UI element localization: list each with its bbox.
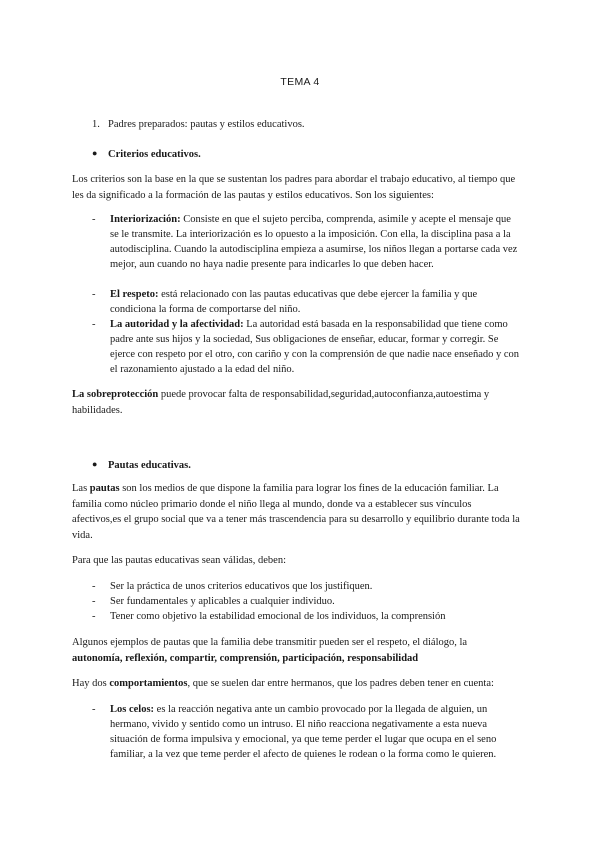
valid-item (92, 594, 520, 609)
item-text: Padres preparados: pautas y estilos educativos. (108, 119, 305, 130)
page-title: TEMA 4 (280, 76, 320, 88)
criterio-text: Consiste en que el sujeto perciba, comprenda, asimile y acepte el mensaje que se le transmite. La interiorización es lo opuesto a la imposición. Con ella, la disciplina pasa a la autodisciplina. Cuando la autodisciplina empieza a asumirse, los niños llegan a portarse cada vez mejor, aun cuando no haya nadie presente para indicarles lo que deben hacer. (110, 214, 518, 270)
valid-item (92, 579, 520, 594)
valid-intro: Para que las pautas educativas sean válidas, deben: (72, 555, 287, 566)
dash-bullet: - (92, 319, 96, 330)
pautas-intro-post: son los medios de que dispone la familia para lograr los fines de la educación familiar. La familia como núcleo primario donde el niño llega al mundo, donde va a establecer sus vínculos afectivos,es el grupo social que va a tener más trascendencia para su desarrollo y equilibrio durante toda la vida. (72, 483, 520, 541)
valid-item-text: Tener como objetivo la estabilidad emocional de los individuos, la comprensión (110, 611, 446, 622)
behaviors-post: , que se suelen dar entre hermanos, que los padres deben tener en cuenta: (187, 678, 494, 689)
section-heading-text: Pautas educativas. (108, 460, 191, 471)
sobreproteccion-text: puede provocar falta de responsabilidad,seguridad,autoconfianza,autoestima y habilidades. (72, 389, 490, 416)
examples-paragraph (72, 635, 522, 666)
behavior-text: es la reacción negativa ante un cambio provocado por la llegada de alguien, un hermano, vivido y sentido como un intruso. El niño reacciona negativamente a esta nueva situación de forma impulsiva y emocional, ya que teme perder el lugar que ocupa en el seno familiar, a la vez que teme perder el afecto de quienes le rodean o la forma como le quieren. (110, 704, 497, 760)
sobreproteccion-paragraph (72, 387, 522, 418)
bullet-icon: ● (92, 148, 98, 158)
criterio-term: Interiorización: (110, 214, 181, 225)
pautas-intro (72, 481, 522, 543)
behaviors-term: comportamientos (109, 678, 188, 689)
behaviors-paragraph (72, 676, 522, 692)
valid-item-text: Ser fundamentales y aplicables a cualquier individuo. (110, 596, 335, 607)
item-number: 1. (92, 119, 100, 130)
criterios-intro: Los criterios son la base en la que se sustentan los padres para abordar el trabajo educativo, al tiempo que les da significado a la formación de las pautas y estilos educativos. Son los siguientes: (72, 174, 516, 201)
dash-bullet: - (92, 704, 96, 715)
sobreproteccion-term: La sobreprotección (72, 389, 159, 400)
dash-bullet: - (92, 289, 96, 300)
criterio-item (92, 317, 520, 377)
pautas-term: pautas (89, 483, 120, 494)
dash-bullet: - (92, 214, 96, 225)
criterio-item (92, 212, 520, 272)
examples-text: Algunos ejemplos de pautas que la familia debe transmitir pueden ser el respeto, el diálogo, la (72, 637, 468, 648)
criterio-text: está relacionado con las pautas educativas que debe ejercer la familia y que condiciona la forma de comportarse del niño. (110, 289, 478, 315)
criterio-item (92, 287, 520, 317)
dash-bullet: - (92, 581, 96, 592)
criterio-term: El respeto: (110, 289, 159, 300)
behavior-term: Los celos: (110, 704, 155, 715)
pautas-intro-pre: Las (72, 483, 90, 494)
criterio-text: La autoridad está basada en la responsabilidad que tiene como padre ante sus hijos y la sociedad, Sus obligaciones de enseñar, educar, formar y corregir. Se ejerce con respeto por el otro, con cariño y con la comprensión de que nadie nace enseñado y con el razonamiento ajustado a la edad del niño. (110, 319, 520, 375)
dash-bullet: - (92, 611, 96, 622)
valid-item (92, 609, 520, 624)
behaviors-pre: Hay dos (72, 678, 110, 689)
section-heading-text: Criterios educativos. (108, 149, 201, 160)
behavior-item (92, 702, 520, 762)
examples-bold: autonomía, reflexión, compartir, comprensión, participación, responsabilidad (72, 652, 419, 664)
dash-bullet: - (92, 596, 96, 607)
criterio-term: La autoridad y la afectividad: (110, 319, 244, 330)
bullet-icon: ● (92, 459, 98, 469)
valid-item-text: Ser la práctica de unos criterios educativos que los justifiquen. (110, 581, 373, 592)
